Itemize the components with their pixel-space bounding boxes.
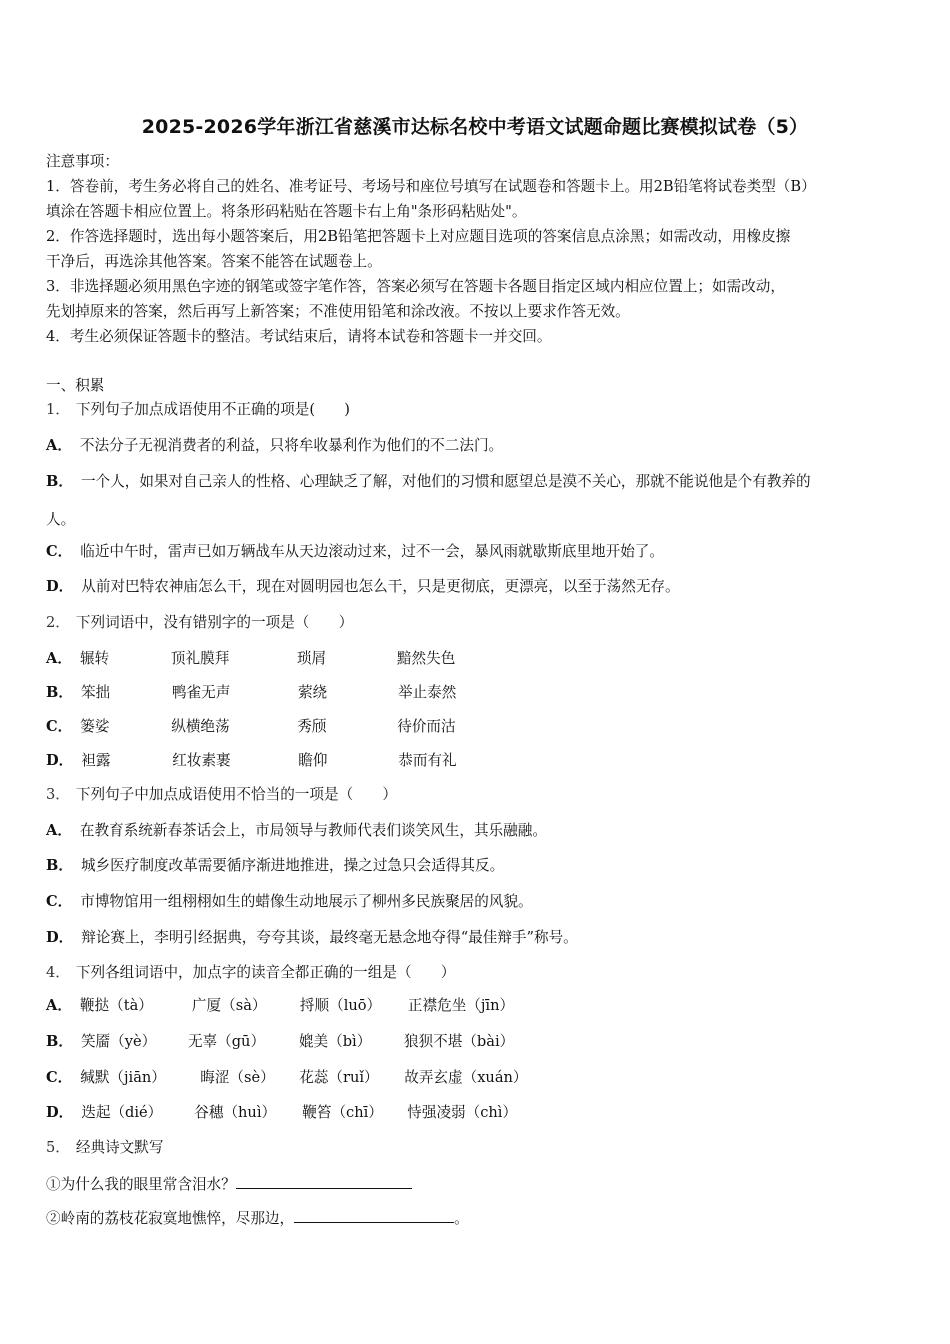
word: 迭起（dié） [81, 1104, 163, 1121]
notice-line: 干净后，再选涂其他答案。答案不能答在试题卷上。 [46, 253, 382, 270]
option-b [46, 472, 811, 492]
recitation-item-2 [46, 1206, 469, 1229]
notice-line: 先划掉原来的答案，然后再写上新答案；不准使用铅笔和涂改液。不按以上要求作答无效。 [46, 303, 630, 320]
option-text: 一个人，如果对自己亲人的性格、心理缺乏了解，对他们的习惯和愿望总是漠不关心，那就不能说他是个有教养的 [80, 473, 811, 490]
word: 待价而沽 [397, 718, 456, 735]
option-label: B． [46, 684, 73, 701]
question-1 [46, 400, 350, 420]
option-a [46, 996, 514, 1016]
option-label: D． [46, 929, 74, 946]
word: 萦绕 [297, 684, 328, 701]
word: 广厦（sà） [191, 997, 267, 1014]
question-stem: 下列句子中加点成语使用不恰当的一项是（ ） [75, 786, 397, 803]
recitation-text: ①为什么我的眼里常含泪水？ [46, 1176, 236, 1193]
word: 黯然失色 [396, 650, 456, 667]
question-stem: 下列各组词语中，加点字的读音全都正确的一组是（ ） [75, 964, 456, 981]
recitation-end: 。 [454, 1210, 469, 1227]
question-number: 4． [46, 964, 70, 981]
option-d [46, 1103, 517, 1123]
question-stem: 下列词语中，没有错别字的一项是（ ） [75, 614, 354, 631]
recitation-text: ②岭南的荔枝花寂寞地憔悴，尽那边， [46, 1210, 295, 1227]
word: 鸭雀无声 [171, 684, 231, 701]
question-3 [46, 785, 397, 805]
option-d [46, 577, 680, 597]
option-a [46, 649, 455, 669]
option-label: B． [46, 857, 73, 874]
option-text: 城乡医疗制度改革需要循序渐进地推进，操之过急只会适得其反。 [80, 857, 505, 874]
word: 秀颀 [297, 718, 327, 735]
option-label: A． [46, 650, 72, 667]
option-d [46, 928, 578, 948]
question-number: 2． [46, 614, 70, 631]
word: 狼狈不堪（bài） [403, 1033, 515, 1050]
option-label: A． [46, 822, 72, 839]
word: 缄默（jiān） [80, 1069, 166, 1086]
question-4 [46, 963, 455, 983]
question-number: 5． [46, 1139, 70, 1156]
section-heading: 一、积累 [46, 377, 105, 394]
option-c [46, 717, 456, 737]
question-2 [46, 613, 353, 633]
word: 鞭笞（chī） [302, 1104, 383, 1121]
word: 正襟危坐（jīn） [407, 997, 515, 1014]
word: 谷穗（huì） [194, 1104, 277, 1121]
question-stem: 下列句子加点成语使用不正确的项是( ) [75, 401, 350, 418]
option-d [46, 751, 457, 771]
option-text: 在教育系统新春茶话会上，市局领导与教师代表们谈笑风生，其乐融融。 [79, 822, 547, 839]
option-label: D． [46, 752, 74, 769]
option-a [46, 436, 503, 456]
notice-line: 填涂在答题卡相应位置上。将条形码粘贴在答题卡右上角"条形码粘贴处"。 [46, 203, 527, 220]
word: 举止泰然 [397, 684, 457, 701]
option-text: 临近中午时，雷声已如万辆战车从天边滚动过来，过不一会，暴风雨就歇斯底里地开始了。 [80, 543, 664, 560]
answer-blank[interactable] [294, 1206, 454, 1223]
page-title: 2025-2026学年浙江省慈溪市达标名校中考语文试题命题比赛模拟试卷（5） [141, 116, 809, 138]
option-label: A． [46, 437, 72, 454]
word: 顶礼膜拜 [170, 650, 230, 667]
recitation-item-1 [46, 1172, 412, 1195]
option-c [46, 1068, 528, 1088]
option-label: A． [46, 997, 72, 1014]
notice-line: 2．作答选择题时，选出每小题答案后，用2B铅笔把答题卡上对应题目选项的答案信息点涂黑；如需改动，用橡皮擦 [46, 228, 791, 245]
word: 鞭挞（tà） [79, 997, 153, 1014]
word: 袒露 [81, 752, 111, 769]
word: 捋顺（luō） [299, 997, 382, 1014]
word: 笑靥（yè） [80, 1033, 157, 1050]
option-label: C． [46, 1069, 73, 1086]
option-c [46, 892, 533, 912]
question-stem: 经典诗文默写 [75, 1139, 164, 1156]
word: 纵横绝荡 [171, 718, 230, 735]
word: 故弄玄虚（xuán） [404, 1069, 528, 1086]
option-label: C． [46, 893, 73, 910]
option-label: C． [46, 718, 73, 735]
word: 无辜（gū） [187, 1033, 266, 1050]
question-number: 1． [46, 401, 70, 418]
word: 篓娑 [80, 718, 110, 735]
word: 恃强凌弱（chì） [407, 1104, 518, 1121]
notice-line: 1．答卷前，考生务必将自己的姓名、准考证号、考场号和座位号填写在试题卷和答题卡上。用2B铅笔将试卷类型（B） [46, 178, 816, 195]
notice-heading: 注意事项： [46, 153, 119, 170]
question-5 [46, 1138, 163, 1158]
word: 琐屑 [296, 650, 327, 667]
option-b [46, 1032, 514, 1052]
word: 红妆素裹 [172, 752, 231, 769]
option-label: C． [46, 543, 73, 560]
word: 辗转 [79, 650, 110, 667]
option-text: 从前对巴特农神庙怎么干，现在对圆明园也怎么干，只是更彻底，更漂亮，以至于荡然无存。 [81, 578, 680, 595]
word: 媲美（bì） [298, 1033, 372, 1050]
notice-line: 4．考生必须保证答题卡的整洁。考试结束后，请将本试卷和答题卡一并交回。 [46, 328, 552, 345]
option-b [46, 856, 504, 876]
option-text: 不法分子无视消费者的利益，只将牟收暴利作为他们的不二法门。 [79, 437, 504, 454]
option-b [46, 683, 456, 703]
word: 笨拙 [80, 684, 111, 701]
word: 花蕊（ruǐ） [299, 1069, 379, 1086]
word: 恭而有礼 [398, 752, 457, 769]
option-label: B． [46, 1033, 73, 1050]
notice-line: 3．非选择题必须用黑色字迹的钢笔或签字笔作答，答案必须写在答题卡各题目指定区域内相应位置上；如需改动， [46, 278, 785, 295]
word: 瞻仰 [298, 752, 328, 769]
option-label: B． [46, 473, 73, 490]
option-a [46, 821, 547, 841]
option-c [46, 542, 664, 562]
option-b-continued: 人。 [46, 511, 76, 528]
answer-blank[interactable] [236, 1172, 412, 1189]
question-number: 3． [46, 786, 70, 803]
option-label: D． [46, 1104, 74, 1121]
option-text: 市博物馆用一组栩栩如生的蜡像生动地展示了柳州多民族聚居的风貌。 [80, 893, 533, 910]
option-label: D． [46, 578, 74, 595]
option-text: 辩论赛上，李明引经据典，夸夸其谈，最终毫无悬念地夺得“最佳辩手”称号。 [81, 929, 578, 946]
word: 晦涩（sè） [200, 1069, 275, 1086]
